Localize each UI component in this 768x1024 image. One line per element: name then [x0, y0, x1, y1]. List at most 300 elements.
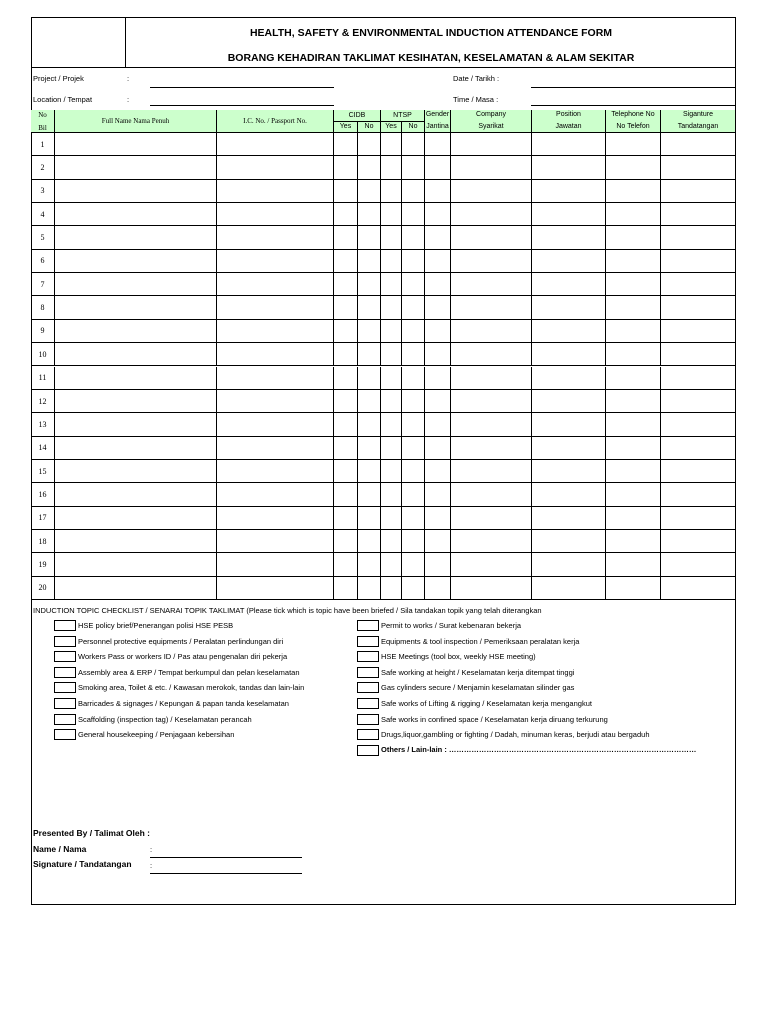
cell-cidb-yes[interactable]	[334, 343, 358, 366]
cell-signature[interactable]	[661, 390, 736, 413]
cell-cidb-no[interactable]	[358, 553, 381, 576]
header-divider	[31, 67, 736, 68]
cell-cidb-yes[interactable]	[334, 553, 358, 576]
cell-ic[interactable]	[217, 367, 334, 390]
row-number: 8	[31, 296, 55, 319]
cell-ic[interactable]	[217, 226, 334, 249]
header-signature	[661, 110, 736, 133]
cell-telephone[interactable]	[606, 507, 661, 530]
cell-full-name[interactable]	[55, 483, 217, 506]
cell-cidb-no[interactable]	[358, 577, 381, 600]
cell-company[interactable]	[451, 133, 532, 156]
row-number: 9	[31, 320, 55, 343]
cell-position[interactable]	[532, 250, 606, 273]
cell-company[interactable]	[451, 367, 532, 390]
date-field[interactable]	[531, 87, 736, 88]
cell-cidb-no[interactable]	[358, 156, 381, 179]
cell-ic[interactable]	[217, 320, 334, 343]
cell-cidb-no[interactable]	[358, 273, 381, 296]
cell-ntsp-no[interactable]	[402, 437, 425, 460]
cell-telephone[interactable]	[606, 203, 661, 226]
presenter-name-field[interactable]	[150, 857, 302, 858]
cell-signature[interactable]	[661, 530, 736, 553]
cell-company[interactable]	[451, 226, 532, 249]
cell-ntsp-yes[interactable]	[381, 413, 402, 436]
cell-ntsp-yes[interactable]	[381, 530, 402, 553]
row-number: 10	[31, 343, 55, 366]
cell-cidb-yes[interactable]	[334, 437, 358, 460]
cell-ic[interactable]	[217, 203, 334, 226]
cell-position[interactable]	[532, 367, 606, 390]
cell-position[interactable]	[532, 483, 606, 506]
cell-company[interactable]	[451, 156, 532, 179]
cell-ntsp-yes[interactable]	[381, 390, 402, 413]
checkbox-left-4[interactable]	[54, 667, 76, 678]
time-field[interactable]	[531, 105, 736, 106]
cell-company[interactable]	[451, 203, 532, 226]
cell-ic[interactable]	[217, 507, 334, 530]
cell-cidb-yes[interactable]	[334, 273, 358, 296]
header-cidb: CIDB	[334, 110, 381, 122]
cell-ic[interactable]	[217, 577, 334, 600]
row-number: 17	[31, 507, 55, 530]
cell-position[interactable]	[532, 577, 606, 600]
cell-ntsp-no[interactable]	[402, 413, 425, 436]
cell-full-name[interactable]	[55, 553, 217, 576]
location-field[interactable]	[150, 105, 334, 106]
cell-full-name[interactable]	[55, 437, 217, 460]
cell-full-name[interactable]	[55, 180, 217, 203]
header-ic: I.C. No. / Passport No.	[217, 110, 334, 133]
cell-ntsp-no[interactable]	[402, 203, 425, 226]
header-position-top: Position	[556, 111, 581, 118]
cell-position[interactable]	[532, 273, 606, 296]
cell-telephone[interactable]	[606, 483, 661, 506]
cell-cidb-yes[interactable]	[334, 460, 358, 483]
cell-telephone[interactable]	[606, 156, 661, 179]
cell-gender[interactable]	[425, 320, 451, 343]
cell-signature[interactable]	[661, 203, 736, 226]
checkbox-left-7[interactable]	[54, 714, 76, 725]
cell-signature[interactable]	[661, 553, 736, 576]
cell-cidb-yes[interactable]	[334, 390, 358, 413]
cell-cidb-yes[interactable]	[334, 413, 358, 436]
cell-telephone[interactable]	[606, 553, 661, 576]
cell-ntsp-yes[interactable]	[381, 180, 402, 203]
cell-cidb-no[interactable]	[358, 413, 381, 436]
cell-position[interactable]	[532, 343, 606, 366]
row-number: 15	[31, 460, 55, 483]
cell-company[interactable]	[451, 413, 532, 436]
cell-cidb-yes[interactable]	[334, 250, 358, 273]
cell-gender[interactable]	[425, 483, 451, 506]
cell-full-name[interactable]	[55, 530, 217, 553]
cell-position[interactable]	[532, 296, 606, 319]
cell-ntsp-no[interactable]	[402, 296, 425, 319]
cell-telephone[interactable]	[606, 460, 661, 483]
cell-ic[interactable]	[217, 343, 334, 366]
cell-cidb-yes[interactable]	[334, 530, 358, 553]
cell-ntsp-no[interactable]	[402, 343, 425, 366]
cell-telephone[interactable]	[606, 530, 661, 553]
checklist-item-label: Scaffolding (inspection tag) / Keselamatan perancah	[78, 714, 252, 724]
header-telephone	[606, 110, 661, 133]
cell-full-name[interactable]	[55, 343, 217, 366]
header-ntsp: NTSP	[381, 110, 425, 122]
cell-full-name[interactable]	[55, 296, 217, 319]
cell-signature[interactable]	[661, 367, 736, 390]
presenter-name-label: Name / Nama	[33, 844, 87, 854]
checklist-item-label: Workers Pass or workers ID / Pas atau pengenalan diri pekerja	[78, 652, 288, 662]
cell-gender[interactable]	[425, 390, 451, 413]
cell-gender[interactable]	[425, 367, 451, 390]
cell-ntsp-no[interactable]	[402, 180, 425, 203]
cell-gender[interactable]	[425, 437, 451, 460]
presenter-heading: Presented By / Talimat Oleh :	[33, 828, 150, 838]
cell-ntsp-yes[interactable]	[381, 156, 402, 179]
cell-gender[interactable]	[425, 413, 451, 436]
header-company-top: Company	[476, 111, 506, 118]
checklist-item-label: General housekeeping / Penjagaan kebersihan	[78, 730, 235, 740]
cell-company[interactable]	[451, 343, 532, 366]
checkbox-right-5[interactable]	[357, 682, 379, 693]
cell-gender[interactable]	[425, 226, 451, 249]
cell-cidb-yes[interactable]	[334, 203, 358, 226]
cell-cidb-yes[interactable]	[334, 320, 358, 343]
checklist-item-label: Drugs,liquor,gambling or fighting / Dadah, minuman keras, berjudi atau bergaduh	[381, 730, 650, 740]
form-title-en: HEALTH, SAFETY & ENVIRONMENTAL INDUCTION ATTENDANCE FORM	[249, 27, 613, 39]
cell-full-name[interactable]	[55, 133, 217, 156]
cell-cidb-no[interactable]	[358, 390, 381, 413]
cell-ntsp-no[interactable]	[402, 133, 425, 156]
checkbox-right-2[interactable]	[357, 636, 379, 647]
cell-ntsp-no[interactable]	[402, 390, 425, 413]
cell-cidb-no[interactable]	[358, 343, 381, 366]
cell-ic[interactable]	[217, 413, 334, 436]
cell-ntsp-no[interactable]	[402, 367, 425, 390]
cell-cidb-no[interactable]	[358, 203, 381, 226]
cell-position[interactable]	[532, 437, 606, 460]
row-number: 19	[31, 553, 55, 576]
cell-ntsp-no[interactable]	[402, 226, 425, 249]
checkbox-left-1[interactable]	[54, 620, 76, 631]
cell-signature[interactable]	[661, 296, 736, 319]
header-ntsp-yes: Yes	[381, 122, 402, 133]
header-cidb-yes: Yes	[334, 122, 358, 133]
cell-ic[interactable]	[217, 273, 334, 296]
cell-cidb-yes[interactable]	[334, 507, 358, 530]
row-number: 16	[31, 483, 55, 506]
cell-ntsp-no[interactable]	[402, 507, 425, 530]
checkbox-right-3[interactable]	[357, 651, 379, 662]
cell-telephone[interactable]	[606, 320, 661, 343]
cell-gender[interactable]	[425, 156, 451, 179]
cell-ntsp-no[interactable]	[402, 320, 425, 343]
checkbox-left-6[interactable]	[54, 698, 76, 709]
cell-signature[interactable]	[661, 320, 736, 343]
location-colon: :	[127, 95, 130, 104]
checklist-item-label: Permit to works / Surat kebenaran bekerja	[381, 621, 522, 630]
checkbox-left-3[interactable]	[54, 651, 76, 662]
cell-ntsp-yes[interactable]	[381, 553, 402, 576]
cell-company[interactable]	[451, 437, 532, 460]
cell-ic[interactable]	[217, 483, 334, 506]
cell-cidb-yes[interactable]	[334, 577, 358, 600]
time-label: Time / Masa :	[453, 95, 499, 104]
cell-ntsp-yes[interactable]	[381, 437, 402, 460]
cell-signature[interactable]	[661, 180, 736, 203]
cell-company[interactable]	[451, 180, 532, 203]
cell-full-name[interactable]	[55, 413, 217, 436]
checkbox-right-4[interactable]	[357, 667, 379, 678]
cell-telephone[interactable]	[606, 273, 661, 296]
row-number: 12	[31, 390, 55, 413]
checklist-item-label: Safe works of Lifting & rigging / Keselamatan kerja mengangkut	[381, 699, 592, 708]
cell-full-name[interactable]	[55, 460, 217, 483]
checklist-title: INDUCTION TOPIC CHECKLIST / SENARAI TOPIK TAKLIMAT (Please tick which is topic have been briefed / Sila tandakan topik yang telah diterangkan	[33, 606, 542, 615]
cell-full-name[interactable]	[55, 390, 217, 413]
cell-full-name[interactable]	[55, 507, 217, 530]
cell-cidb-yes[interactable]	[334, 367, 358, 390]
cell-company[interactable]	[451, 390, 532, 413]
checkbox-left-2[interactable]	[54, 636, 76, 647]
row-number: 18	[31, 530, 55, 553]
cell-gender[interactable]	[425, 460, 451, 483]
cell-gender[interactable]	[425, 507, 451, 530]
header-gender-top: Gender	[425, 111, 450, 118]
cell-company[interactable]	[451, 320, 532, 343]
header-position	[532, 110, 606, 133]
checklist-others-label: Others / Lain-lain : ………………………………………………………………………………………	[381, 745, 697, 754]
cell-signature[interactable]	[661, 437, 736, 460]
checkbox-right-6[interactable]	[357, 698, 379, 709]
cell-gender[interactable]	[425, 273, 451, 296]
cell-cidb-yes[interactable]	[334, 133, 358, 156]
cell-position[interactable]	[532, 156, 606, 179]
cell-position[interactable]	[532, 390, 606, 413]
cell-signature[interactable]	[661, 460, 736, 483]
cell-cidb-yes[interactable]	[334, 226, 358, 249]
cell-company[interactable]	[451, 530, 532, 553]
cell-ntsp-no[interactable]	[402, 530, 425, 553]
cell-cidb-no[interactable]	[358, 226, 381, 249]
cell-position[interactable]	[532, 507, 606, 530]
checklist-item-label: Barricades & signages / Kepungan & papan tanda keselamatan	[78, 699, 289, 708]
header-no	[31, 110, 55, 133]
header-position-bottom: Jawatan	[555, 123, 582, 130]
cell-telephone[interactable]	[606, 577, 661, 600]
cell-cidb-no[interactable]	[358, 133, 381, 156]
cell-cidb-no[interactable]	[358, 320, 381, 343]
checklist-item-label: Safe working at height / Keselamatan kerja ditempat tinggi	[381, 667, 575, 677]
cell-ntsp-yes[interactable]	[381, 320, 402, 343]
cell-signature[interactable]	[661, 483, 736, 506]
cell-company[interactable]	[451, 273, 532, 296]
cell-ic[interactable]	[217, 553, 334, 576]
cell-ic[interactable]	[217, 437, 334, 460]
cell-company[interactable]	[451, 553, 532, 576]
cell-position[interactable]	[532, 203, 606, 226]
cell-full-name[interactable]	[55, 577, 217, 600]
cell-cidb-yes[interactable]	[334, 483, 358, 506]
cell-full-name[interactable]	[55, 273, 217, 296]
cell-ic[interactable]	[217, 390, 334, 413]
cell-ntsp-no[interactable]	[402, 250, 425, 273]
cell-position[interactable]	[532, 226, 606, 249]
cell-cidb-no[interactable]	[358, 296, 381, 319]
checkbox-others[interactable]	[357, 745, 379, 756]
row-number: 5	[31, 226, 55, 249]
row-number: 2	[31, 156, 55, 179]
cell-full-name[interactable]	[55, 156, 217, 179]
date-label: Date / Tarikh :	[453, 74, 500, 83]
cell-position[interactable]	[532, 460, 606, 483]
cell-ic[interactable]	[217, 250, 334, 273]
cell-position[interactable]	[532, 180, 606, 203]
cell-telephone[interactable]	[606, 390, 661, 413]
cell-telephone[interactable]	[606, 367, 661, 390]
project-field[interactable]	[150, 87, 334, 88]
cell-position[interactable]	[532, 133, 606, 156]
cell-cidb-yes[interactable]	[334, 180, 358, 203]
cell-ic[interactable]	[217, 460, 334, 483]
cell-position[interactable]	[532, 553, 606, 576]
cell-cidb-yes[interactable]	[334, 296, 358, 319]
cell-gender[interactable]	[425, 250, 451, 273]
cell-gender[interactable]	[425, 343, 451, 366]
checkbox-right-8[interactable]	[357, 729, 379, 740]
cell-cidb-no[interactable]	[358, 483, 381, 506]
project-label: Project / Projek	[33, 74, 84, 83]
cell-ic[interactable]	[217, 180, 334, 203]
cell-telephone[interactable]	[606, 133, 661, 156]
cell-ntsp-no[interactable]	[402, 483, 425, 506]
cell-position[interactable]	[532, 530, 606, 553]
cell-ic[interactable]	[217, 156, 334, 179]
cell-ntsp-no[interactable]	[402, 577, 425, 600]
cell-company[interactable]	[451, 507, 532, 530]
cell-telephone[interactable]	[606, 296, 661, 319]
cell-full-name[interactable]	[55, 320, 217, 343]
cell-ntsp-yes[interactable]	[381, 577, 402, 600]
cell-ntsp-yes[interactable]	[381, 367, 402, 390]
checklist-item-label: Equipments & tool inspection / Pemeriksaan peralatan kerja	[381, 636, 580, 646]
cell-ic[interactable]	[217, 530, 334, 553]
row-number: 11	[31, 367, 55, 390]
header-full-name: Full Name Nama Penuh	[55, 110, 217, 133]
cell-company[interactable]	[451, 483, 532, 506]
presenter-name-colon: :	[150, 845, 153, 854]
cell-cidb-no[interactable]	[358, 530, 381, 553]
cell-telephone[interactable]	[606, 250, 661, 273]
checkbox-right-7[interactable]	[357, 714, 379, 725]
header-no-top: No	[38, 110, 47, 119]
cell-cidb-no[interactable]	[358, 250, 381, 273]
cell-full-name[interactable]	[55, 250, 217, 273]
cell-telephone[interactable]	[606, 437, 661, 460]
cell-gender[interactable]	[425, 133, 451, 156]
cell-gender[interactable]	[425, 180, 451, 203]
cell-ntsp-yes[interactable]	[381, 296, 402, 319]
row-number: 3	[31, 180, 55, 203]
cell-cidb-no[interactable]	[358, 367, 381, 390]
cell-ntsp-no[interactable]	[402, 156, 425, 179]
cell-telephone[interactable]	[606, 180, 661, 203]
cell-gender[interactable]	[425, 530, 451, 553]
cell-signature[interactable]	[661, 343, 736, 366]
cell-gender[interactable]	[425, 553, 451, 576]
cell-cidb-no[interactable]	[358, 460, 381, 483]
cell-ntsp-yes[interactable]	[381, 483, 402, 506]
cell-ntsp-yes[interactable]	[381, 273, 402, 296]
cell-ic[interactable]	[217, 133, 334, 156]
cell-cidb-yes[interactable]	[334, 156, 358, 179]
cell-company[interactable]	[451, 577, 532, 600]
checkbox-left-5[interactable]	[54, 682, 76, 693]
presenter-signature-field[interactable]	[150, 873, 302, 874]
cell-position[interactable]	[532, 413, 606, 436]
presenter-signature-label: Signature / Tandatangan	[33, 859, 132, 869]
cell-ntsp-no[interactable]	[402, 273, 425, 296]
cell-signature[interactable]	[661, 156, 736, 179]
cell-telephone[interactable]	[606, 413, 661, 436]
cell-signature[interactable]	[661, 133, 736, 156]
checkbox-left-8[interactable]	[54, 729, 76, 740]
cell-signature[interactable]	[661, 250, 736, 273]
cell-signature[interactable]	[661, 577, 736, 600]
cell-cidb-no[interactable]	[358, 507, 381, 530]
cell-full-name[interactable]	[55, 203, 217, 226]
checklist-item-label: Smoking area, Toilet & etc. / Kawasan merokok, tandas dan lain-lain	[78, 683, 305, 693]
checkbox-right-1[interactable]	[357, 620, 379, 631]
cell-ntsp-yes[interactable]	[381, 250, 402, 273]
cell-company[interactable]	[451, 460, 532, 483]
header-telephone-bottom: No Telefon	[616, 123, 650, 130]
cell-ntsp-yes[interactable]	[381, 343, 402, 366]
cell-full-name[interactable]	[55, 226, 217, 249]
cell-ntsp-no[interactable]	[402, 460, 425, 483]
header-signature-bottom: Tandatangan	[677, 123, 719, 130]
cell-ntsp-no[interactable]	[402, 553, 425, 576]
cell-company[interactable]	[451, 250, 532, 273]
row-number: 6	[31, 250, 55, 273]
cell-cidb-no[interactable]	[358, 180, 381, 203]
checklist-item-label: Gas cylinders secure / Menjamin keselamatan silinder gas	[381, 683, 575, 693]
cell-gender[interactable]	[425, 296, 451, 319]
cell-gender[interactable]	[425, 577, 451, 600]
checklist-item-label: HSE policy brief/Penerangan polisi HSE PESB	[78, 621, 234, 630]
cell-signature[interactable]	[661, 226, 736, 249]
row-number: 7	[31, 273, 55, 296]
cell-ntsp-yes[interactable]	[381, 226, 402, 249]
cell-company[interactable]	[451, 296, 532, 319]
cell-signature[interactable]	[661, 273, 736, 296]
cell-full-name[interactable]	[55, 367, 217, 390]
cell-ntsp-yes[interactable]	[381, 203, 402, 226]
cell-position[interactable]	[532, 320, 606, 343]
cell-signature[interactable]	[661, 413, 736, 436]
cell-ntsp-yes[interactable]	[381, 133, 402, 156]
cell-telephone[interactable]	[606, 343, 661, 366]
cell-gender[interactable]	[425, 203, 451, 226]
cell-telephone[interactable]	[606, 226, 661, 249]
cell-cidb-no[interactable]	[358, 437, 381, 460]
cell-ntsp-yes[interactable]	[381, 460, 402, 483]
cell-ntsp-yes[interactable]	[381, 507, 402, 530]
cell-ic[interactable]	[217, 296, 334, 319]
cell-signature[interactable]	[661, 507, 736, 530]
header-company-bottom: Syarikat	[478, 123, 504, 130]
